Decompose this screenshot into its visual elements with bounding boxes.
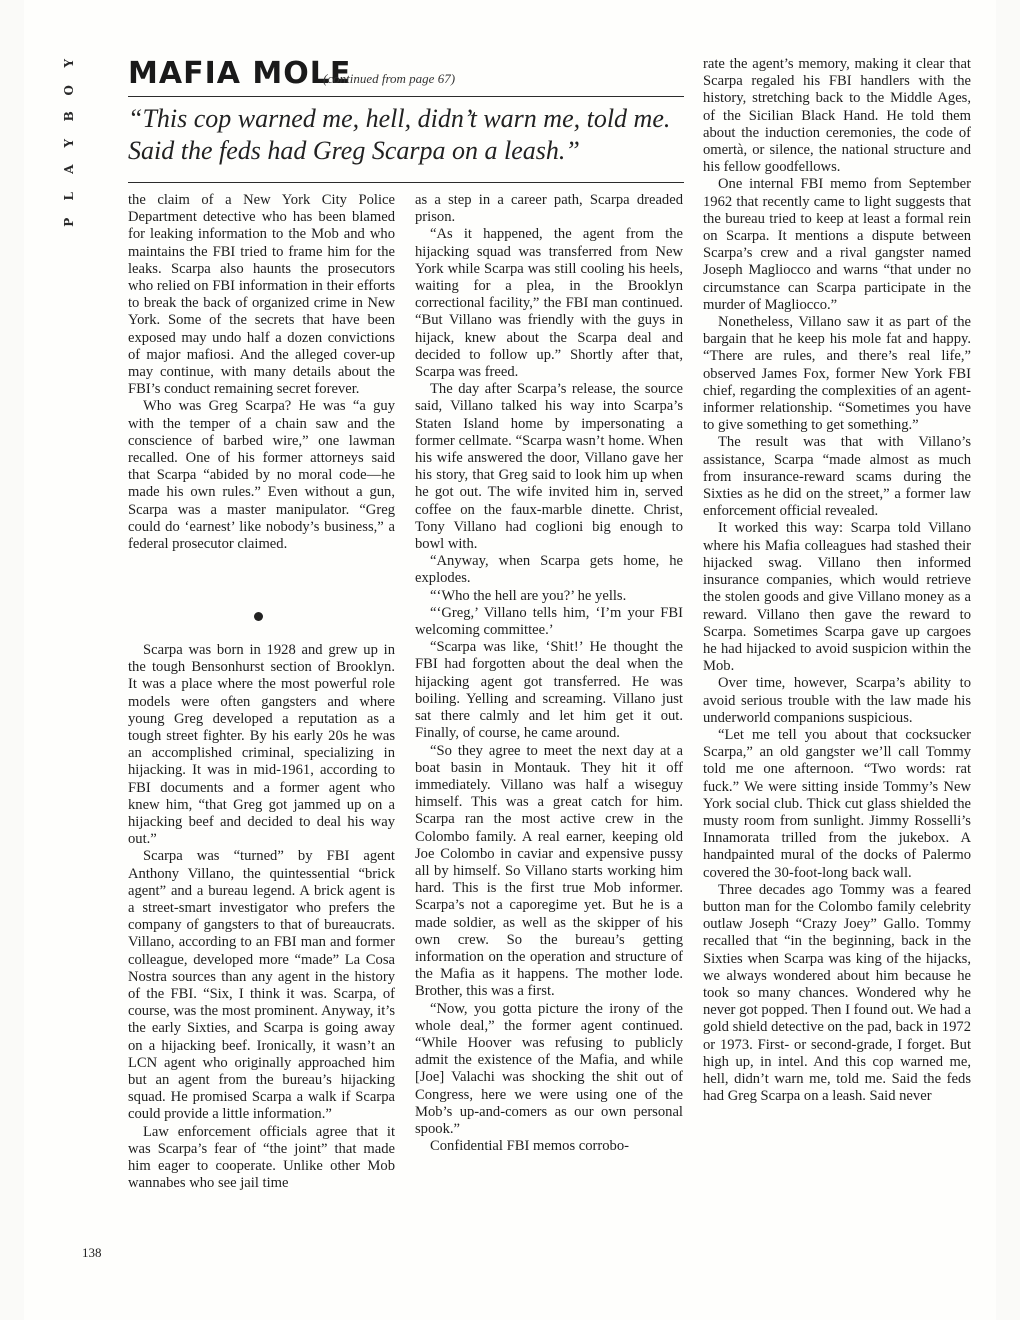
page-margin-right bbox=[996, 0, 1020, 1320]
magazine-letter: L bbox=[61, 191, 76, 200]
paragraph: Law enforcement officials agree that it was Scarpa’s fear of “the joint” that made him eager to cooperate. Unlike other Mob wannabes who see jail time bbox=[128, 1123, 395, 1192]
paragraph: “Now, you gotta picture the irony of the whole deal,” the former agent continued. “While Hoover was refusing to publicly admit the existence of the Mafia, and while [Joe] Valachi was shocking the shit out of Congress, here we were using one of the Mob’s up-and-comers as our own personal spook.” bbox=[415, 1000, 683, 1137]
pull-quote: “This cop warned me, hell, didn’t warn me, told me. Said the feds had Greg Scarpa on a leash.” bbox=[128, 104, 671, 165]
rule-top bbox=[128, 96, 684, 97]
magazine-letter: B bbox=[61, 111, 76, 122]
paragraph: One internal FBI memo from September 1962 that recently came to light suggests that the bureau tried to keep at least a formal rein on Scarpa. It mentions a dispute between Scarpa’s crew and a rival gangster named Joseph Magliocco and warns “that under no circumstance can Scarpa participate in the murder of Magliocco.” bbox=[703, 176, 971, 313]
paragraph: The day after Scarpa’s release, the source said, Villano talked his way into Scarpa’s Staten Island home by impersonating a former cellmate. “Scarpa wasn’t home. When his wife answered the door, Villano gave her his story, that Greg said to look him up when he got out. The wife invited him in, served coffee on the faux-marble dinette. Christ, Tony Villano had coglioni big enough to bowl with. bbox=[415, 381, 683, 553]
paragraph: Who was Greg Scarpa? He was “a guy with the temper of a chain saw and the conscience of barbed wire,” one lawman recalled. One of his former attorneys said that Scarpa “abided by no moral code—he made his own rules.” Even without a gun, Scarpa was a master manipulator. “Greg could do ‘earnest’ like nobody’s business,” a federal prosecutor claimed. bbox=[128, 398, 395, 553]
paragraph: as a step in a career path, Scarpa dreaded prison. bbox=[415, 192, 683, 226]
article-title: MAFIA MOLE bbox=[128, 56, 352, 91]
rule-bottom bbox=[128, 182, 684, 183]
paragraph: “So they agree to meet the next day at a boat basin in Montauk. They hit it off immediately. Villano was half a wiseguy himself. This was a great catch for him. Scarpa ran the most active crew in the Colombo family. A real earner, keeping old Joe Colombo in caviar and expensive pussy all by himself. So Villano starts working him hard. This is the first true Mob informer. Scarpa’s not a caporegime yet. But he is a made soldier, as well as the skipper of his own crew. So the bureau’s getting information on the operation and structure of the Mafia as it happens. The mother lode. Brother, this was a first. bbox=[415, 742, 683, 1000]
paragraph: Nonetheless, Villano saw it as part of the bargain that he keep his mole fat and happy. “There are rules, and there’s real life,” observed James Fox, former New York FBI chief, regarding the complexities of an agent-informer relationship. “Sometimes you have to give something to get something.” bbox=[703, 314, 971, 434]
column-3 bbox=[703, 56, 971, 1105]
magazine-name-vertical bbox=[62, 50, 76, 236]
paragraph: “As it happened, the agent from the hijacking squad was transferred from New York while Scarpa was still cooling his heels, waiting for a plea, in the Brooklyn correctional facility,” the FBI man continued. “But Villano was friendly with the guys in hijack, knew about the Scarpa deal and decided to follow up.” Shortly after that, Scarpa was freed. bbox=[415, 226, 683, 381]
paragraph: The result was that with Villano’s assistance, Scarpa “made almost as much from insurance-reward scams during the Sixties as he did on the street,” a former law enforcement official revealed. bbox=[703, 434, 971, 520]
column-1-bottom bbox=[128, 642, 395, 1193]
paragraph: “‘Who the hell are you?’ he yells. bbox=[430, 587, 627, 604]
paragraph: “Let me tell you about that cocksucker Scarpa,” an old gangster we’ll call Tommy told me one afternoon. “Two words: rat fuck.” We were sitting inside Tommy’s New York social club. Thick cut glass shielded the musty room from sunlight. Jimmy Rosselli’s Innamorata trilled from the jukebox. A handpainted mural of the docks of Palermo covered the 30-foot-long back wall. bbox=[703, 726, 971, 881]
magazine-letter: A bbox=[61, 164, 76, 174]
paragraph: Confidential FBI memos corrobo- bbox=[430, 1138, 630, 1155]
paragraph: the claim of a New York City Police Department detective who has been blamed for leaking information to the Mob and who maintains the FBI tried to frame him for the leaks. Scarpa also haunts the prosecutors who relied on FBI information in their efforts to break the back of organized crime in New York. Some of the secrets that have been exposed may undo half a dozen convictions of major mafiosi. And the alleged cover-up may continue, with many details about the FBI’s conduct remaining secret forever. bbox=[128, 192, 395, 398]
paragraph: Scarpa was “turned” by FBI agent Anthony Villano, the quintessential “brick agent” and a bureau legend. A brick agent is a street-smart investigator who prefers the company of gangsters to that of bureaucrats. Villano, according to an FBI man and former colleague, developed more “made” La Cosa Nostra sources than any agent in the history of the FBI. “Six, I think it was. Scarpa, of course, was the most prominent. Anyway, it’s the early Sixties, and Scarpa is going away on a hijacking beef. Ironically, it wasn’t an LCN agent who originally approached him but an agent from the bureau’s hijacking squad. He promised Scarpa a walk if Scarpa could provide a little information.” bbox=[128, 848, 395, 1123]
paragraph: “Scarpa was like, ‘Shit!’ He thought the FBI had forgotten about the deal when the hijacking agent got transferred. He was boiling. Yelling and screaming. Villano just sat there calmly and let him get it out. Finally, of course, he came around. bbox=[415, 639, 683, 742]
column-1-top bbox=[128, 192, 395, 553]
paragraph: Over time, however, Scarpa’s ability to avoid serious trouble with the law made his underworld companions suspicious. bbox=[703, 675, 971, 726]
paragraph: Scarpa was born in 1928 and grew up in the tough Bensonhurst section of Brooklyn. It was a place where the most powerful role models were often gangsters and where young Greg developed a reputation as a tough street fighter. By his early 20s he was an accomplished criminal, specializing in hijacking. It was in mid-1961, according to FBI documents and a former agent who knew him, “that Greg got jammed up on a hijacking beef and decided to deal his way out.” bbox=[128, 642, 395, 848]
paragraph: Three decades ago Tommy was a feared button man for the Colombo family celebrity outlaw Joseph “Crazy Joey” Gallo. Tommy recalled that “in the beginning, back in the Sixties when Scarpa was king of the hijacks, we always wondered about him because he took so many chances. Wondered why he never got popped. Then I found out. We had a gold shield detective on the pad, back in 1972 or 1973. First- or second-grade, I forget. But high up, in intel. And this cop warned me, hell, didn’t warn me, told me. Said the feds had Greg Scarpa on a leash. Said never bbox=[703, 881, 971, 1105]
magazine-letter: Y bbox=[61, 58, 76, 68]
magazine-page bbox=[24, 0, 996, 1320]
column-2 bbox=[415, 192, 683, 1155]
continuation-note: (continued from page 67) bbox=[323, 71, 456, 86]
paragraph: rate the agent’s memory, making it clear that Scarpa regaled his FBI handlers with the history, stretching back to the Middle Ages, of the Sicilian Black Hand. He told them about the induction ceremonies, the code of omertà, or silence, the national structure and his fellow goodfellows. bbox=[703, 56, 971, 176]
section-break-dot bbox=[254, 612, 263, 621]
paragraph: “Anyway, when Scarpa gets home, he explodes. bbox=[415, 553, 683, 587]
magazine-letter: O bbox=[61, 84, 76, 95]
paragraph: It worked this way: Scarpa told Villano where his Mafia colleagues had stashed their hijacked swag. Villano then informed insurance companies, which would retrieve the stolen goods and give Villano money as a reward. Villano then gave the reward to Scarpa. Sometimes Scarpa gave up cargoes he had hijacked to avoid suspicion within the Mob. bbox=[703, 520, 971, 675]
paragraph: “‘Greg,’ Villano tells him, ‘I’m your FBI welcoming committee.’ bbox=[415, 604, 683, 639]
magazine-letter: Y bbox=[61, 138, 76, 148]
page-margin-left bbox=[0, 0, 24, 1320]
magazine-letter: P bbox=[61, 217, 76, 227]
page-number: 138 bbox=[82, 1245, 102, 1260]
